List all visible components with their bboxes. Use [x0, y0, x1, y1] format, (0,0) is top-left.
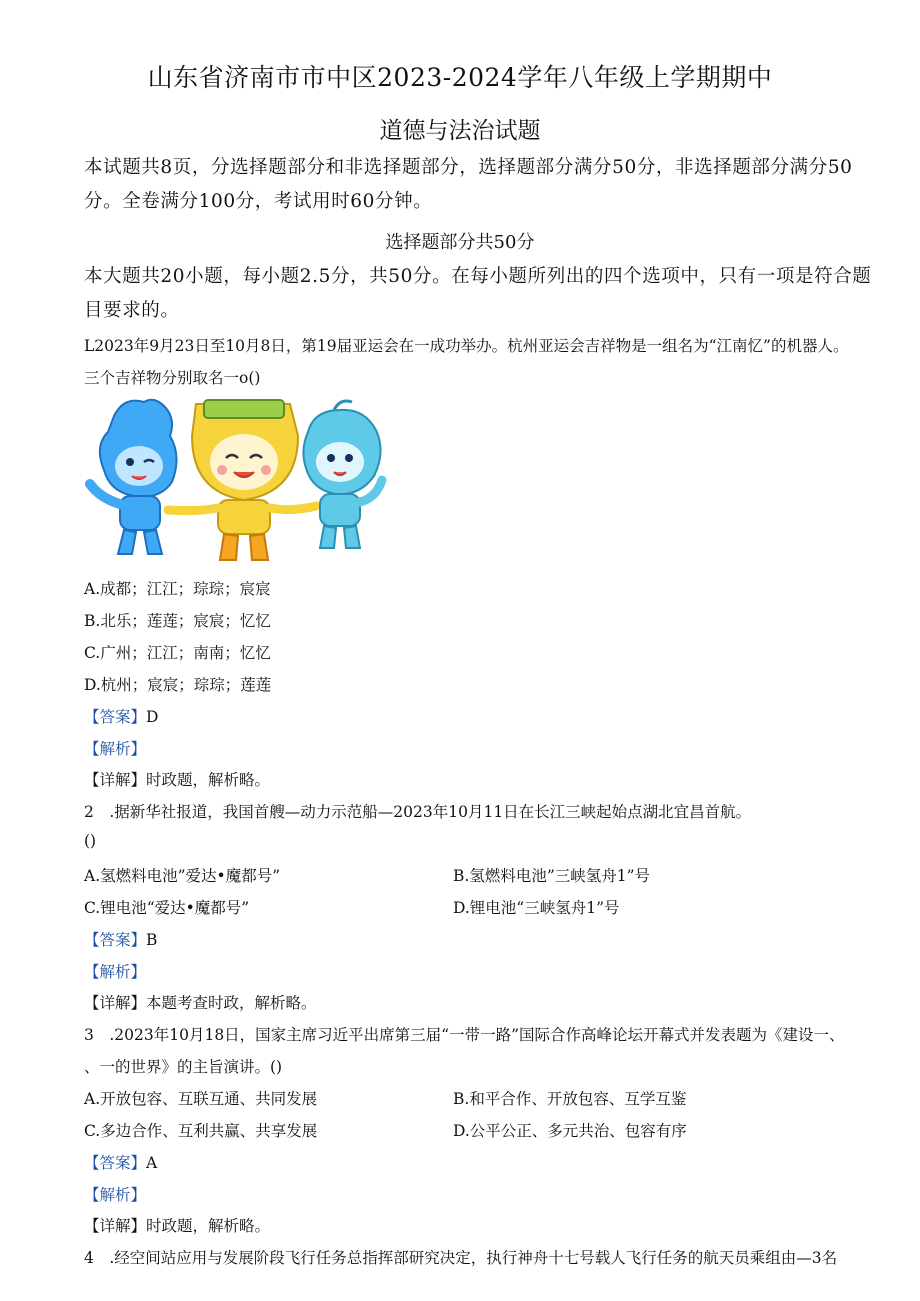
q3-detail-text: 时政题，解析略。 [146, 1217, 271, 1235]
q1-detail: 【详解】时政题，解析略。 [84, 771, 271, 789]
q3-option-b: B.和平合作、开放包容、互学互鉴 [453, 1090, 687, 1108]
q2-option-a: A.氢燃料电池”爱达•魔都号” [84, 867, 281, 885]
section-desc-line-2: 目要求的。 [84, 300, 180, 321]
q1-detail-text: 时政题，解析略。 [146, 771, 271, 789]
q1-answer-value: D [146, 708, 159, 726]
q2-stem-line-1: 2 .据新华社报道，我国首艘—动力示范船—2023年10月11日在长江三峡起始点湖北宜昌首航。 [84, 803, 752, 821]
q1-option-a: A.成都；江江；琮琮；宸宸 [84, 580, 271, 598]
q1-analysis: 【解析】 [84, 740, 147, 758]
q3-option-c: C.多边合作、互利共赢、共享发展 [84, 1122, 318, 1140]
intro-line-2: 分。全卷满分100分，考试用时60分钟。 [84, 191, 433, 212]
page-subtitle: 道德与法治试题 [379, 118, 541, 144]
mascot-teal [303, 401, 382, 548]
q2-stem-line-2: () [84, 832, 97, 850]
mascot-blue [90, 400, 177, 554]
intro-line-1: 本试题共8页，分选择题部分和非选择题部分，选择题部分满分50分，非选择题部分满分50 [84, 157, 853, 178]
q1-stem-line-1: L2023年9月23日至10月8日，第19届亚运会在一成功举办。杭州亚运会吉祥物是一组名为“江南忆”的机器人。 [84, 337, 849, 355]
q2-answer-value: B [146, 931, 158, 949]
q3-analysis: 【解析】 [84, 1186, 147, 1204]
q2-option-d: D.锂电池“三峡氢舟1”号 [453, 899, 620, 917]
q3-answer-value: A [146, 1154, 158, 1172]
q1-option-d: D.杭州；宸宸；琮琮；莲莲 [84, 676, 272, 694]
mascot-yellow [168, 400, 316, 560]
section-heading: 选择题部分共50分 [385, 232, 535, 253]
q1-option-c: C.广州；江江；南南；忆忆 [84, 644, 271, 662]
q3-stem-line-2: 、一的世界》的主旨演讲。() [84, 1058, 283, 1076]
q3-option-a: A.开放包容、互联互通、共同发展 [84, 1090, 318, 1108]
q1-answer: 【答案】D [84, 708, 159, 726]
q2-detail-text: 本题考查时政，解析略。 [146, 994, 317, 1012]
q3-answer: 【答案】A [84, 1154, 158, 1172]
page-title: 山东省济南市市中区2023-2024学年八年级上学期期中 [147, 63, 773, 92]
q2-detail: 【详解】本题考查时政，解析略。 [84, 994, 317, 1012]
q3-option-d: D.公平公正、多元共治、包容有序 [453, 1122, 687, 1140]
q2-answer: 【答案】B [84, 931, 158, 949]
q2-option-c: C.锂电池“爱达•魔都号” [84, 899, 250, 917]
q2-analysis: 【解析】 [84, 963, 147, 981]
q3-stem-line-1: 3 .2023年10月18日，国家主席习近平出席第三届“一带一路”国际合作高峰论坛开幕式并发表题为《建设一、 [84, 1026, 845, 1044]
section-desc-line-1: 本大题共20小题，每小题2.5分，共50分。在每小题所列出的四个选项中，只有一项是符合题 [84, 266, 872, 287]
q1-stem-line-2: 三个吉祥物分别取名一o() [84, 369, 261, 387]
q3-detail: 【详解】时政题，解析略。 [84, 1217, 271, 1235]
mascot-image [84, 396, 388, 564]
q2-option-b: B.氢燃料电池”三峡氢舟1”号 [453, 867, 651, 885]
q4-stem-line-1: 4 .经空间站应用与发展阶段飞行任务总指挥部研究决定，执行神舟十七号载人飞行任务的航天员乘组由—3名 [84, 1249, 838, 1267]
q1-option-b: B.北乐；莲莲；宸宸；忆忆 [84, 612, 271, 630]
